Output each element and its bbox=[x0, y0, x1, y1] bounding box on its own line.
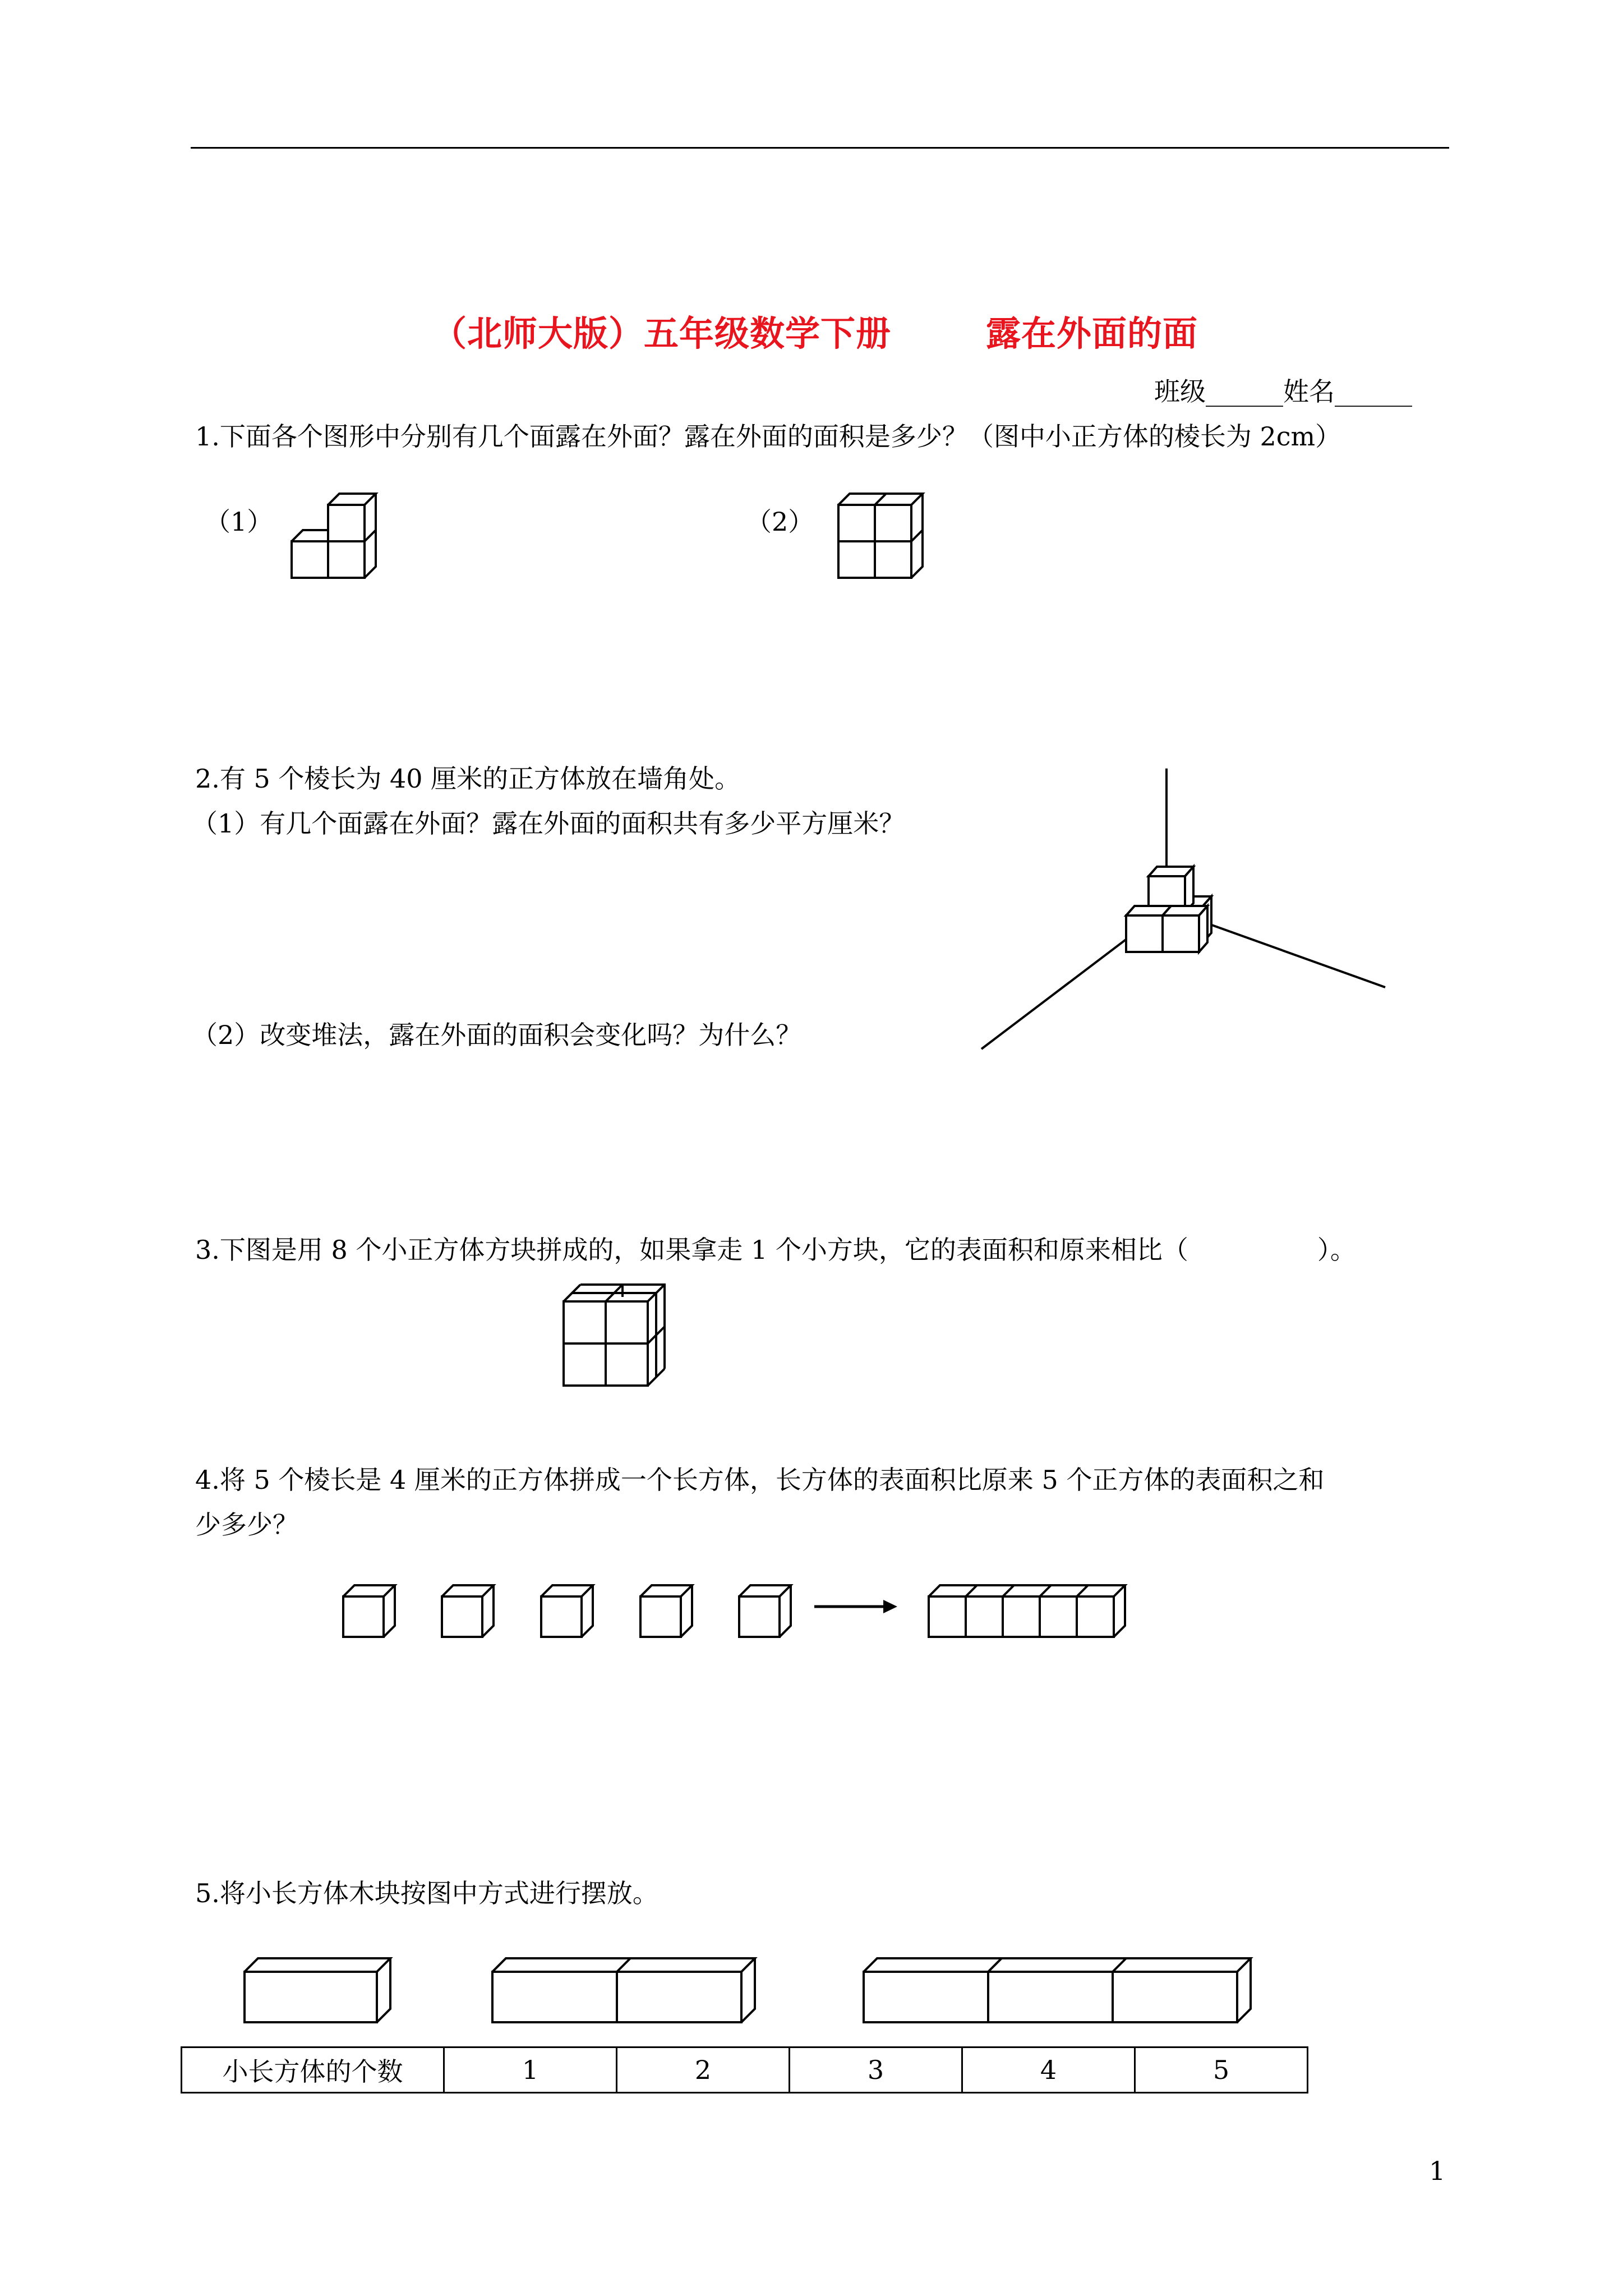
table-cell: 1 bbox=[444, 2047, 617, 2093]
page-number: 1 bbox=[1429, 2156, 1446, 2186]
figure-1-1 bbox=[292, 494, 381, 589]
cuboid-count-table bbox=[181, 2046, 1308, 2093]
table-cell: 3 bbox=[790, 2047, 962, 2093]
table-row bbox=[182, 2047, 1308, 2093]
question-2-sub-2: （2）改变堆法，露在外面的面积会变化吗？为什么？ bbox=[192, 1020, 802, 1050]
figure-4-cubes-to-cuboid bbox=[336, 1582, 1144, 1644]
question-3-text: 3.下图是用 8 个小正方体方块拼成的，如果拿走 1 个小方块，它的表面积和原来相比（ ）。 bbox=[195, 1235, 1356, 1265]
table-cell: 4 bbox=[962, 2047, 1135, 2093]
question-1-label-2: （2） bbox=[746, 507, 814, 537]
question-5-text: 5.将小长方体木块按图中方式进行摆放。 bbox=[195, 1878, 658, 1908]
title-part2: 露在外面的面 bbox=[986, 313, 1198, 354]
question-2-text: 2.有 5 个棱长为 40 厘米的正方体放在墙角处。 bbox=[195, 763, 741, 794]
question-2-sub-1: （1）有几个面露在外面？露在外面的面积共有多少平方厘米？ bbox=[192, 808, 905, 839]
figure-5-cuboid-rows bbox=[241, 1955, 1267, 2039]
figure-1-2 bbox=[838, 494, 928, 589]
class-name-line: 班级______姓名______ bbox=[1154, 376, 1412, 407]
question-4-line-1: 4.将 5 个棱长是 4 厘米的正方体拼成一个长方体，长方体的表面积比原来 5 个正方体的表面积之和 bbox=[195, 1465, 1325, 1495]
figure-2-wall-corner bbox=[981, 769, 1396, 1060]
title-part1: （北师大版）五年级数学下册 bbox=[432, 313, 892, 354]
question-1-label-1: （1） bbox=[205, 507, 273, 537]
question-1-text: 1.下面各个图形中分别有几个面露在外面？露在外面的面积是多少？（图中小正方体的棱长为 2cm） bbox=[195, 421, 1341, 452]
table-cell: 2 bbox=[617, 2047, 790, 2093]
table-header-cell: 小长方体的个数 bbox=[182, 2047, 444, 2093]
header-rule bbox=[191, 147, 1449, 149]
question-4-line-2: 少多少？ bbox=[195, 1510, 298, 1540]
figure-3-cube-stack bbox=[564, 1285, 676, 1397]
table-cell: 5 bbox=[1135, 2047, 1308, 2093]
